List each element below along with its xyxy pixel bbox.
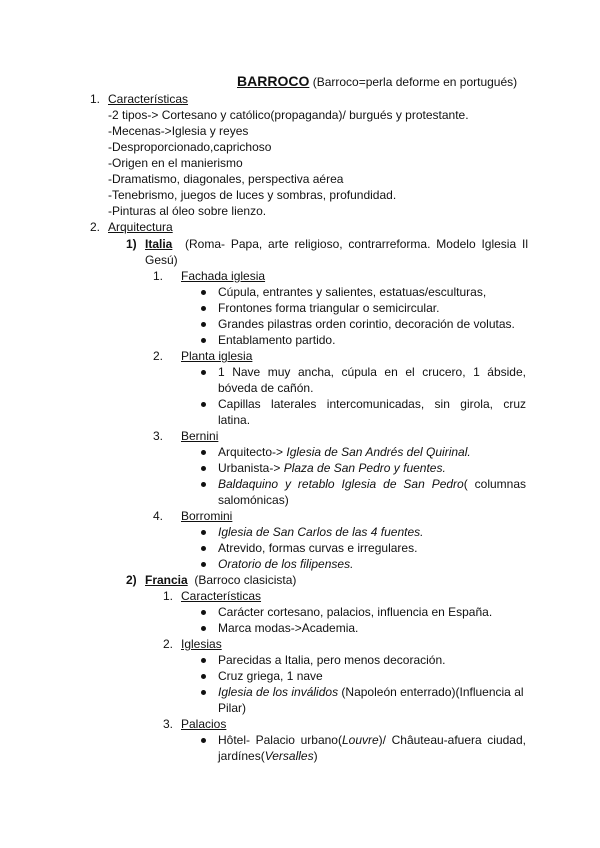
page-title	[237, 72, 517, 91]
francia-description: (Barroco clasicista)	[194, 573, 297, 587]
borromini-number: 4.	[153, 509, 164, 523]
list-item: Urbanista-> Plaza de San Pedro y fuentes.	[218, 461, 446, 475]
italia-heading: Italia	[145, 237, 173, 251]
list-item: Parecidas a Italia, pero menos decoración.	[218, 653, 446, 667]
list-item: -Mecenas->Iglesia y reyes	[108, 124, 249, 138]
list-item: Cúpula, entrantes y salientes, estatuas/esculturas,	[218, 285, 487, 299]
list-item: Frontones forma triangular o semicircular.	[218, 301, 440, 315]
list-item-cont: Pilar)	[218, 701, 247, 715]
bernini-heading: Bernini	[181, 429, 219, 443]
bullet-icon	[201, 674, 206, 679]
francia-caracteristicas-number: 1.	[163, 589, 174, 603]
francia-iglesias-number: 2.	[163, 637, 174, 651]
list-item: Capillas laterales intercomunicadas, sin girola, cruz	[218, 397, 526, 411]
bullet-icon	[201, 466, 206, 471]
francia-line	[145, 572, 296, 588]
list-item: Entablamento partido.	[218, 333, 336, 347]
list-item-cont: bóveda de cañón.	[218, 381, 314, 395]
list-item: Carácter cortesano, palacios, influencia en España.	[218, 605, 493, 619]
bullet-icon	[201, 658, 206, 663]
list-item-cont: latina.	[218, 413, 251, 427]
list-item: Hôtel- Palacio urbano(Louvre)/ Châuteau-afuera ciudad,	[218, 733, 526, 747]
bullet-icon	[201, 322, 206, 327]
list-item: -Pinturas al óleo sobre lienzo.	[108, 204, 267, 218]
bullet-icon	[201, 482, 206, 487]
list-item: Grandes pilastras orden corintio, decoración de volutas.	[218, 317, 515, 331]
fachada-number: 1.	[153, 269, 164, 283]
bullet-icon	[201, 450, 206, 455]
bullet-icon	[201, 690, 206, 695]
list-item: 1 Nave muy ancha, cúpula en el crucero, 1 ábside,	[218, 365, 526, 379]
title-main: BARROCO	[237, 73, 310, 89]
planta-heading: Planta iglesia	[181, 349, 253, 363]
bullet-icon	[201, 610, 206, 615]
fachada-heading: Fachada iglesia	[181, 269, 266, 283]
section-1-heading: Características	[108, 92, 189, 106]
planta-number: 2.	[153, 349, 164, 363]
francia-iglesias-heading: Iglesias	[181, 637, 222, 651]
list-item: -Tenebrismo, juegos de luces y sombras, profundidad.	[108, 188, 397, 202]
list-item: Iglesia de San Carlos de las 4 fuentes.	[218, 525, 424, 539]
italia-description-cont: Gesú)	[145, 253, 178, 267]
francia-heading: Francia	[145, 573, 188, 587]
bullet-icon	[201, 338, 206, 343]
list-item: -Origen en el manierismo	[108, 156, 243, 170]
list-item: Baldaquino y retablo Iglesia de San Pedro( columnas	[218, 477, 526, 491]
francia-palacios-number: 3.	[163, 717, 174, 731]
list-item-cont: jardínes(Versalles)	[218, 749, 318, 763]
francia-palacios-heading: Palacios	[181, 717, 227, 731]
bullet-icon	[201, 306, 206, 311]
list-item: Marca modas->Academia.	[218, 621, 359, 635]
bullet-icon	[201, 370, 206, 375]
italia-number: 1)	[126, 237, 137, 251]
francia-number: 2)	[126, 573, 137, 587]
list-item: Arquitecto-> Iglesia de San Andrés del Quirinal.	[218, 445, 471, 459]
bernini-number: 3.	[153, 429, 164, 443]
italia-description: (Roma- Papa, arte religioso, contrarreforma. Modelo Iglesia Il	[185, 237, 528, 251]
borromini-heading: Borromini	[181, 509, 233, 523]
list-item-cont: salomónicas)	[218, 493, 289, 507]
bullet-icon	[201, 530, 206, 535]
bullet-icon	[201, 562, 206, 567]
list-item: -2 tipos-> Cortesano y católico(propaganda)/ burgués y protestante.	[108, 108, 469, 122]
list-item: -Dramatismo, diagonales, perspectiva aérea	[108, 172, 344, 186]
title-subtitle: (Barroco=perla deforme en portugués)	[312, 75, 518, 89]
bullet-icon	[201, 546, 206, 551]
francia-caracteristicas-heading: Características	[181, 589, 262, 603]
section-2-number: 2.	[90, 220, 101, 234]
list-item: Oratorio de los filipenses.	[218, 557, 354, 571]
bullet-icon	[201, 402, 206, 407]
list-item: Atrevido, formas curvas e irregulares.	[218, 541, 418, 555]
list-item: Iglesia de los inválidos (Napoleón enterrado)(Influencia al	[218, 685, 524, 699]
bullet-icon	[201, 738, 206, 743]
section-2-heading: Arquitectura	[108, 220, 173, 234]
bullet-icon	[201, 290, 206, 295]
section-1-number: 1.	[90, 92, 101, 106]
list-item: Cruz griega, 1 nave	[218, 669, 323, 683]
bullet-icon	[201, 626, 206, 631]
list-item: -Desproporcionado,caprichoso	[108, 140, 272, 154]
